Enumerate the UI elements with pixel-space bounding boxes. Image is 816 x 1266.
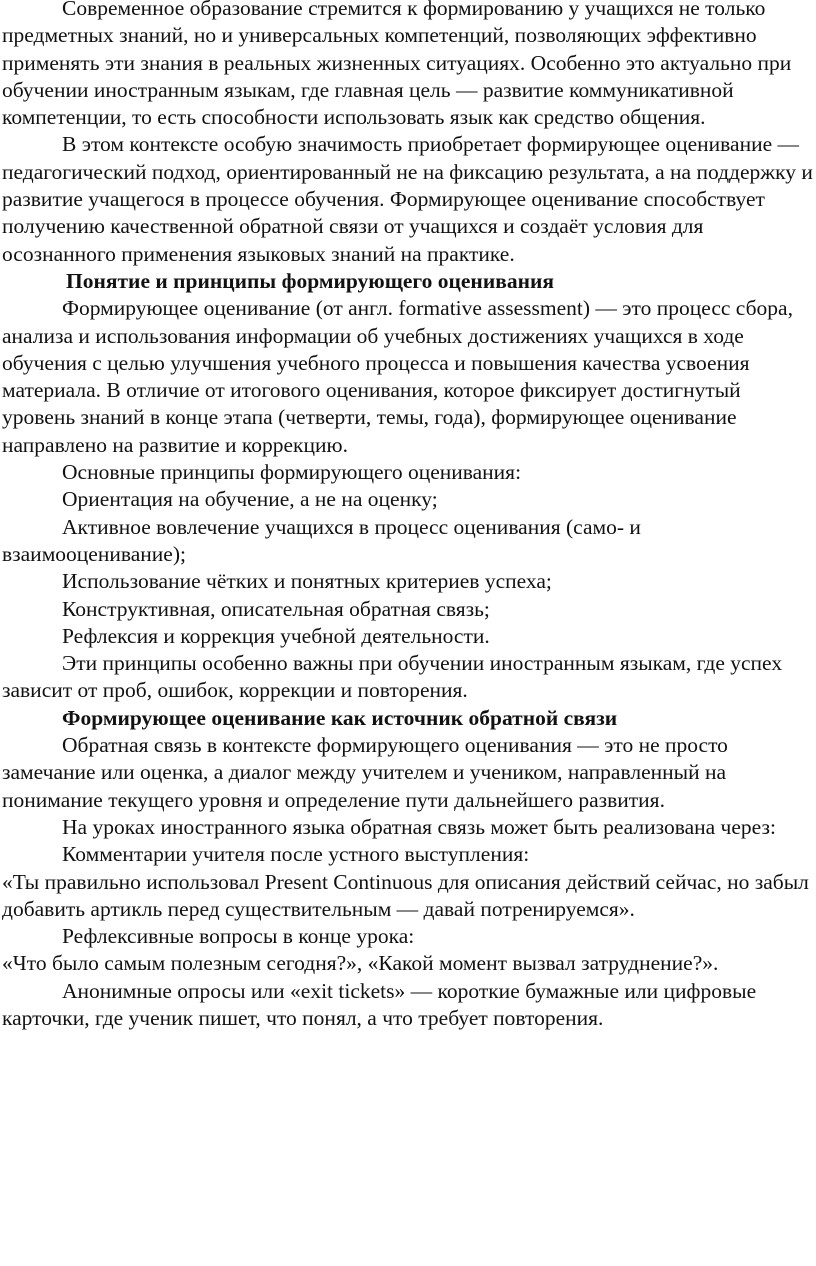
principle-item: Использование чётких и понятных критериев успеха; [62, 569, 552, 594]
reflective-questions-label: Рефлексивные вопросы в конце урока: [62, 924, 415, 949]
section2-heading: Формирующее оценивание как источник обратной связи [62, 705, 618, 730]
principles-intro: Основные принципы формирующего оценивания: [62, 460, 522, 485]
teacher-comments-example: «Ты правильно использовал Present Continuous для описания действий сейчас, но забыл добавить артикль перед существительным — давай потренируемся». [2, 869, 809, 921]
reflective-questions-example: «Что было самым полезным сегодня?», «Какой момент вызвал затруднение?». [2, 951, 719, 976]
intro-paragraph-2: В этом контексте особую значимость приобретает формирующее оценивание — педагогический подход, ориентированный не на фиксацию результата, а на поддержку и развитие учащегося в процессе обучения. Формирующее оценивание способствует получению качественной обратной связи от учащихся и создаёт условия для осознанного применения языковых знаний на практике. [2, 132, 813, 266]
principle-item: Конструктивная, описательная обратная связь; [62, 596, 490, 621]
feedback-intro: На уроках иностранного языка обратная связь может быть реализована через: [62, 814, 776, 839]
principles-note: Эти принципы особенно важны при обучении иностранным языкам, где успех зависит от проб, ошибок, коррекции и повторения. [2, 651, 783, 703]
principle-item: Ориентация на обучение, а не на оценку; [62, 487, 438, 512]
section1-paragraph: Формирующее оценивание (от англ. formative assessment) — это процесс сбора, анализа и использования информации об учебных достижениях учащихся в ходе обучения с целью улучшения учебного процесса и повышения качества усвоения материала. В отличие от итогового оценивания, которое фиксирует достигнутый уровень знаний в конце этапа (четверти, темы, года), формирующее оценивание направлено на развитие и коррекцию. [2, 296, 793, 457]
section2-paragraph: Обратная связь в контексте формирующего оценивания — это не просто замечание или оценка, а диалог между учителем и учеником, направленный на понимание текущего уровня и определение пути дальнейшего развития. [2, 733, 728, 812]
anonymous-surveys-paragraph: Анонимные опросы или «exit tickets» — короткие бумажные или цифровые карточки, где ученик пишет, что понял, а что требует повторения. [2, 978, 757, 1030]
document-body [2, 0, 816, 1032]
section1-heading: Понятие и принципы формирующего оценивания [66, 268, 554, 293]
principle-item: Рефлексия и коррекция учебной деятельности. [62, 623, 490, 648]
principle-item: Активное вовлечение учащихся в процесс оценивания (само- и взаимооценивание); [2, 514, 641, 566]
intro-paragraph-1: Современное образование стремится к формированию у учащихся не только предметных знаний, но и универсальных компетенций, позволяющих эффективно применять эти знания в реальных жизненных ситуациях. Особенно это актуально при обучении иностранным языкам, где главная цель — развитие коммуникативной компетенции, то есть способности использовать язык как средство общения. [2, 0, 792, 130]
teacher-comments-label: Комментарии учителя после устного выступления: [62, 842, 530, 867]
